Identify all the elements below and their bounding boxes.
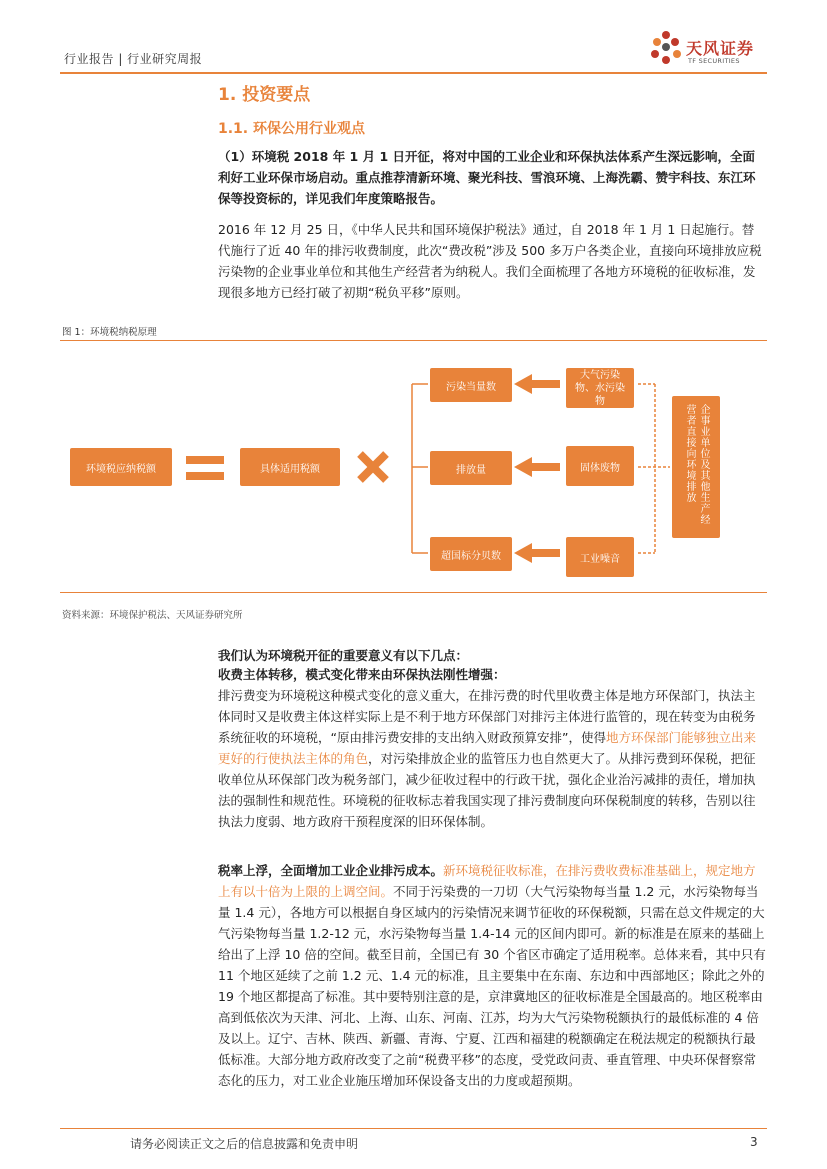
box-industrial-noise: 工业噪音	[566, 537, 634, 577]
taxpayer-text-col1: 企事业单位及其他生产经	[698, 404, 709, 525]
box-applicable-rate: 具体适用税额	[240, 448, 340, 486]
page-number: 3	[750, 1135, 758, 1149]
paragraph-tax-rate-rise: 税率上浮，全面增加工业企业排污成本。新环境税征收标准，在排污费收费标准基础上，规定地方上有以十倍为上限的上调空间。不同于污染费的一刀切（大气污染物每当量 1.2 元，水污染物每当量 1.4 元），各地方可以根据自身区域内的污染情况来调节征收的环保税额，只需在总文件规定的大气污染物每当量 1.2-12 元，水污染物每当量 1.4-14 元的区间内即可。新的标准是在原来的基础上给出了上浮 10 倍的空间。截至目前，全国已有 30 个省区市确定了适用税率。总体来看，其中只有 11 个地区延续了之前 1.2 元、1.4 元的标准，且主要集中在东南、东边和中西部地区；除此之外的 19 个地区都提高了标准。其中要特别注意的是，京津冀地区的征收标准是全国最高的。地区税率由高到低依次为天津、河北、上海、山东、河南、江苏，均为大气污染物税额执行的最低标准的 4 倍及以上。辽宁、吉林、陕西、新疆、青海、宁夏、江西和福建的税额确定在税法规定的税额执行最低标准。大部分地方政府改变了之前“税费平移”的态度，受党政问责、垂直管理、中央环保督察常态化的压力，对工业企业施压增加环保设备支出的力度或超预期。	[218, 863, 766, 1088]
figure-title: 图 1：环境税纳税原理	[62, 327, 157, 338]
equals-sign-icon	[186, 456, 224, 464]
section-title: 1. 投资要点	[218, 85, 311, 105]
subsection-title: 1.1. 环保公用行业观点	[218, 121, 365, 137]
paragraph-tax-law-intro: 2016 年 12 月 25 日，《中华人民共和国环境保护税法》通过，自 2018 年 1 月 1 日起施行。替代施行了近 40 年的排污收费制度，此次“费改税”涉及 500 多万户各类企业，直接向环境排放应税污染物的企业事业单位和其他生产经营者为纳税人。我们全面梳理了各地方环境税的征收标准，发现很多地方已经打破了初期“税负平移”原则。	[218, 222, 762, 300]
figure-source: 资料来源：环境保护税法、天风证券研究所	[62, 610, 243, 621]
taxpayer-text-col2: 营者直接向环境排放	[684, 404, 695, 503]
footer-divider	[60, 1128, 767, 1129]
highlight-enforcement-role: 地方环保部门能够独立出来更好的行使执法主体的角色	[218, 730, 756, 766]
figure-bottom-divider	[60, 592, 767, 593]
logo-name: 天风证券	[686, 39, 755, 58]
tax-rate-heading: 税率上浮，全面增加工业企业排污成本。	[218, 863, 444, 878]
highlight-tenfold-cap: 新环境税征收标准，在排污费收费标准基础上，规定地方上有以十倍为上限的上调空间。	[218, 863, 756, 899]
logo-subtitle: TF SECURITIES	[688, 57, 740, 65]
paragraph-subject-transfer-heading: 收费主体转移，模式变化带来由环保执法刚性增强：	[218, 667, 506, 682]
box-decibels-exceeded: 超国标分贝数	[430, 537, 512, 571]
paragraph-subject-transfer-body: 排污费变为环境税这种模式变化的意义重大，在排污费的时代里收费主体是地方环保部门，执法主体同时又是收费主体这样实际上是不利于地方环保部门对排污主体进行监管的，现在转变为由税务系统征收的环境税，“原由排污费安排的支出纳入财政预算安排”，使得地方环保部门能够独立出来更好的行使执法主体的角色，对污染排放企业的监管压力也自然更大了。从排污费到环保税，把征收单位从环保部门改为税务部门，减少征收过程中的行政干扰，强化企业治污减排的责任，增加执法的强制性和规范性。环境税的征收标志着我国实现了排污费制度向环保税制度的转移，告别以往执法力度弱、地方政府干预程度深的旧环保体制。	[218, 688, 756, 829]
box-tax-payable: 环境税应纳税额	[70, 448, 172, 486]
box-solid-waste: 固体废物	[566, 446, 634, 486]
box-taxpayers	[672, 396, 720, 538]
multiply-sign-icon	[356, 450, 390, 484]
paragraph-investment-view: （1）环境税 2018 年 1 月 1 日开征，将对中国的工业企业和环保执法体系产生深远影响，全面利好工业环保市场启动。重点推荐清新环境、聚光科技、雪浪环境、上海洗霸、赞宇科技、东江环保等投资标的，详见我们年度策略报告。	[218, 149, 756, 206]
paragraph-significance-lead: 我们认为环境税开征的重要意义有以下几点：	[218, 648, 469, 663]
footer-disclaimer: 请务必阅读正文之后的信息披露和免责申明	[130, 1137, 359, 1151]
box-emission-volume: 排放量	[430, 451, 512, 485]
box-air-water-pollutants: 大气污染物、水污染物	[566, 368, 634, 408]
report-header-label: 行业报告 | 行业研究周报	[64, 52, 203, 66]
box-pollution-equivalent: 污染当量数	[430, 368, 512, 402]
